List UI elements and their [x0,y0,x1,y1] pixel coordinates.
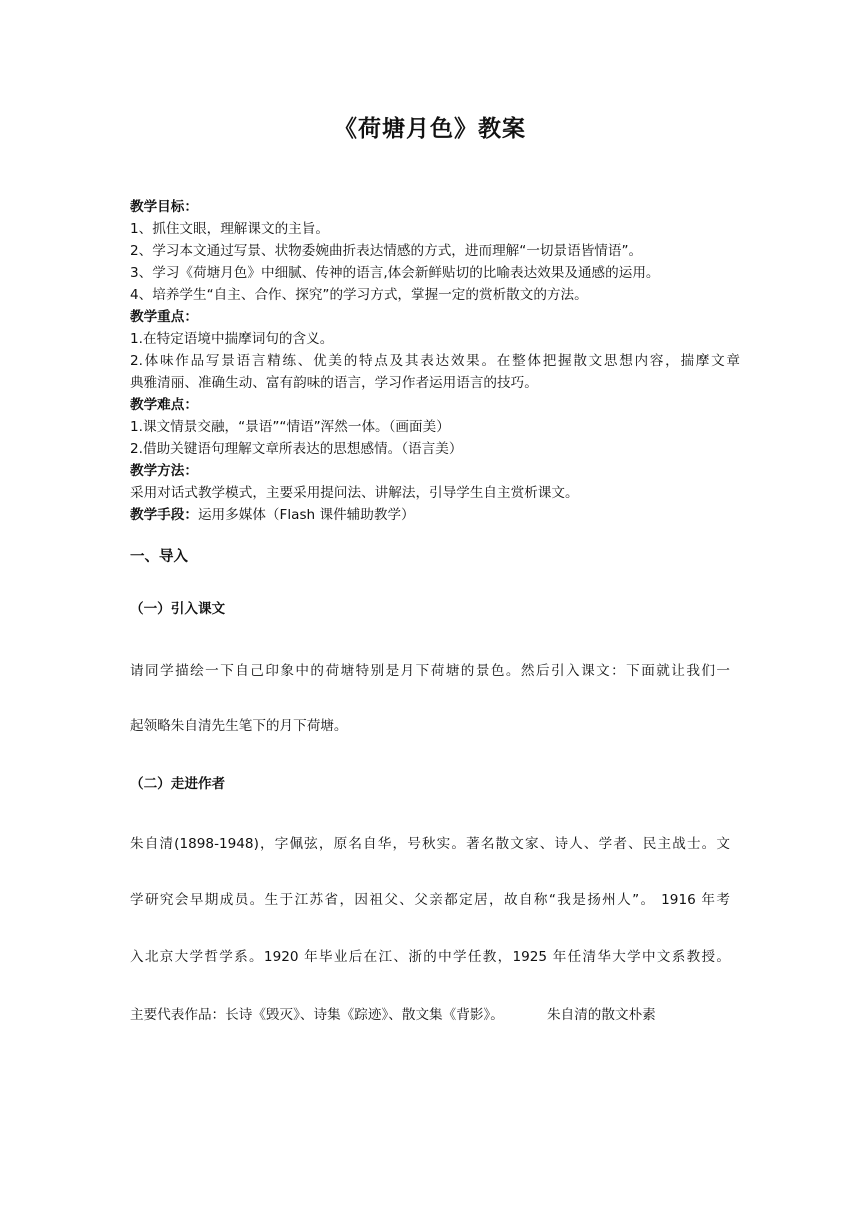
subsection-1-line-1: 请同学描绘一下自己印象中的荷塘特别是月下荷塘的景色。然后引入课文：下面就让我们一 [130,663,730,679]
section-1-heading: 一、导入 [130,549,188,565]
subsection-2-heading: （二）走进作者 [130,776,226,792]
objective-item-1: 1、抓住文眼，理解课文的主旨。 [130,221,329,237]
key-point-item-2: 2.体味作品写景语言精练、优美的特点及其表达效果。在整体把握散文思想内容，揣摩文章 [130,353,740,369]
difficulties-heading: 教学难点： [130,397,198,413]
objective-item-3: 3、学习《荷塘月色》中细腻、传神的语言,体会新鲜贴切的比喻表达效果及通感的运用。 [130,265,660,281]
key-point-item-2-cont: 典雅清丽、准确生动、富有韵味的语言，学习作者运用语言的技巧。 [130,375,538,391]
key-point-item-1: 1.在特定语境中揣摩词句的含义。 [130,331,334,347]
subsection-2-line-4: 主要代表作品：长诗《毁灭》、诗集《踪迹》、散文集《背影》。 朱自清的散文朴素 [130,1007,656,1023]
teaching-plan-header [130,196,740,526]
objective-item-4: 4、培养学生“自主、合作、探究”的学习方式，掌握一定的赏析散文的方法。 [130,287,588,303]
document-title: 《荷塘月色》教案 [334,116,526,142]
subsection-2-line-3: 入北京大学哲学系。1920 年毕业后在江、浙的中学任教，1925 年任清华大学中文系教授。 [130,949,730,965]
means-text: 运用多媒体（Flash 课件辅助教学） [197,507,415,523]
subsection-1-heading: （一）引入课文 [130,601,226,617]
objectives-heading: 教学目标： [130,199,198,215]
methods-text: 采用对话式教学模式，主要采用提问法、讲解法，引导学生自主赏析课文。 [130,485,579,501]
subsection-2-line-1: 朱自清(1898-1948)，字佩弦，原名自华，号秋实。著名散文家、诗人、学者、民主战士。文 [130,836,730,852]
means-line [130,504,740,526]
methods-heading: 教学方法： [130,463,198,479]
subsection-2-line-2: 学研究会早期成员。生于江苏省，因祖父、父亲都定居，故自称“我是扬州人”。 1916 年考 [130,892,730,908]
subsection-1-line-2: 起领略朱自清先生笔下的月下荷塘。 [130,718,348,734]
difficulty-item-1: 1.课文情景交融，“景语”“情语”浑然一体。（画面美） [130,419,450,435]
objective-item-2: 2、学习本文通过写景、状物委婉曲折表达情感的方式，进而理解“一切景语皆情语”。 [130,243,643,259]
means-heading: 教学手段： [130,507,198,523]
difficulty-item-2: 2.借助关键语句理解文章所表达的思想感情。（语言美） [130,441,463,457]
key-points-heading: 教学重点： [130,309,198,325]
